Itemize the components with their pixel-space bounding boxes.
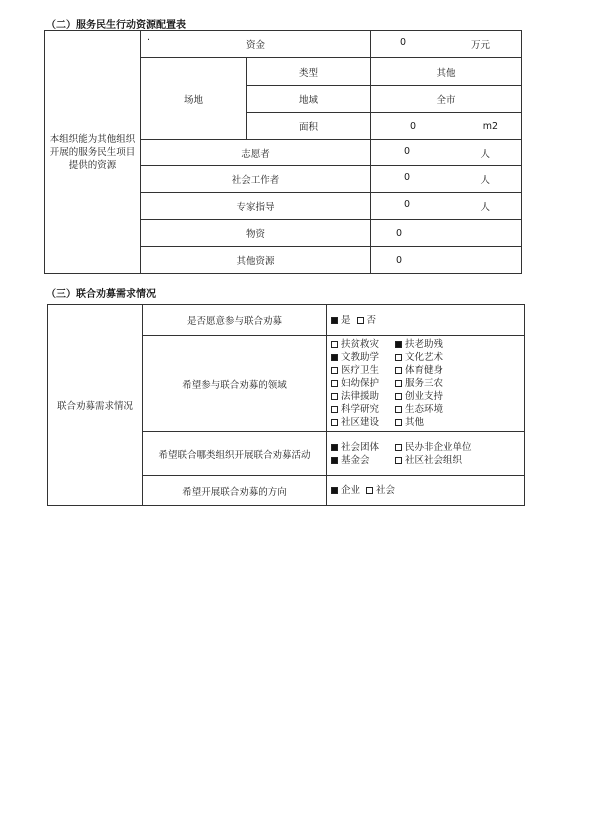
option-label: 体育健身 xyxy=(405,365,444,376)
venue-area-label: 面积 xyxy=(247,113,371,140)
checkbox-empty-icon[interactable] xyxy=(395,457,402,464)
option-item[interactable] xyxy=(395,441,505,454)
option-item[interactable] xyxy=(331,416,391,429)
option-label: 企业 xyxy=(341,485,361,496)
option-item[interactable] xyxy=(331,338,391,351)
option-label: 其他 xyxy=(405,417,425,428)
social-workers-cell xyxy=(371,166,522,193)
materials-value: 0 xyxy=(396,227,403,239)
section3-title: （三）联合劝募需求情况 xyxy=(46,289,156,300)
checkbox-empty-icon[interactable] xyxy=(395,380,402,387)
option-label: 社会 xyxy=(376,485,396,496)
other-resources-cell xyxy=(371,247,522,274)
option-item[interactable] xyxy=(331,351,391,364)
option-label: 社区建设 xyxy=(341,417,380,428)
venue-region-value: 全市 xyxy=(371,86,522,113)
partners-label: 希望联合哪类组织开展联合劝募活动 xyxy=(143,432,327,476)
venue-type-label: 类型 xyxy=(247,58,371,86)
social-workers-label: 社会工作者 xyxy=(141,166,371,193)
checkbox-checked-icon[interactable] xyxy=(395,341,402,348)
option-label: 法律援助 xyxy=(341,391,380,402)
checkbox-checked-icon[interactable] xyxy=(331,487,338,494)
option-item[interactable] xyxy=(395,403,455,416)
section2-title: （二）服务民生行动资源配置表 xyxy=(46,20,186,31)
option-label: 扶老助残 xyxy=(405,339,444,350)
volunteers-value: 0 xyxy=(404,145,411,157)
option-item[interactable] xyxy=(395,416,455,429)
volunteers-label: 志愿者 xyxy=(141,140,371,166)
option-label: 服务三农 xyxy=(405,378,444,389)
option-item[interactable] xyxy=(331,390,391,403)
option-item[interactable] xyxy=(395,351,455,364)
venue-type-value: 其他 xyxy=(371,58,522,86)
option-label: 医疗卫生 xyxy=(341,365,380,376)
option-item[interactable] xyxy=(331,314,351,327)
fundraising-table xyxy=(47,304,525,506)
checkbox-empty-icon[interactable] xyxy=(357,317,364,324)
experts-label: 专家指导 xyxy=(141,193,371,220)
social-workers-unit: 人 xyxy=(480,175,491,186)
option-label: 文化艺术 xyxy=(405,352,444,363)
checkbox-checked-icon[interactable] xyxy=(331,354,338,361)
checkbox-empty-icon[interactable] xyxy=(395,367,402,374)
resource-row-header: 本组织能为其他组织开展的服务民生项目提供的资源 xyxy=(45,31,141,274)
option-item[interactable] xyxy=(395,377,455,390)
checkbox-empty-icon[interactable] xyxy=(331,419,338,426)
option-item[interactable] xyxy=(366,484,395,497)
direction-label: 希望开展联合劝募的方向 xyxy=(143,476,327,506)
experts-value: 0 xyxy=(404,199,411,210)
experts-unit: 人 xyxy=(480,202,491,213)
option-item[interactable] xyxy=(331,441,391,454)
checkbox-empty-icon[interactable] xyxy=(395,393,402,400)
willing-options xyxy=(327,305,525,336)
option-label: 社会团体 xyxy=(341,441,380,453)
experts-cell xyxy=(371,193,522,220)
option-label: 民办非企业单位 xyxy=(405,441,472,453)
checkbox-checked-icon[interactable] xyxy=(331,457,338,464)
checkbox-empty-icon[interactable] xyxy=(331,393,338,400)
checkbox-empty-icon[interactable] xyxy=(366,487,373,494)
option-label: 社区社会组织 xyxy=(405,454,463,466)
checkbox-empty-icon[interactable] xyxy=(395,444,402,451)
materials-cell xyxy=(371,220,522,247)
funds-value: 0 xyxy=(400,37,407,48)
funds-unit: 万元 xyxy=(471,40,491,51)
other-resources-label: 其他资源 xyxy=(141,247,371,274)
option-item[interactable] xyxy=(395,364,455,377)
option-label: 生态环境 xyxy=(405,404,444,415)
other-resources-value: 0 xyxy=(396,254,403,266)
venue-region-label: 地域 xyxy=(247,86,371,113)
partners-options xyxy=(327,432,525,476)
option-item[interactable] xyxy=(395,338,455,351)
materials-label: 物资 xyxy=(141,220,371,247)
option-item[interactable] xyxy=(395,454,505,467)
volunteers-unit: 人 xyxy=(480,148,491,160)
funds-label: · 资金 xyxy=(141,31,371,58)
volunteers-cell xyxy=(371,140,522,166)
venue-area-cell xyxy=(371,113,522,140)
option-item[interactable] xyxy=(395,390,455,403)
checkbox-empty-icon[interactable] xyxy=(331,380,338,387)
checkbox-empty-icon[interactable] xyxy=(331,341,338,348)
option-label: 否 xyxy=(366,314,377,326)
option-label: 妇幼保护 xyxy=(341,378,380,389)
option-item[interactable] xyxy=(331,484,360,497)
direction-options xyxy=(327,476,525,506)
venue-area-value: 0 xyxy=(410,120,417,132)
checkbox-empty-icon[interactable] xyxy=(331,367,338,374)
checkbox-checked-icon[interactable] xyxy=(331,317,338,324)
option-label: 科学研究 xyxy=(341,404,380,415)
checkbox-empty-icon[interactable] xyxy=(395,354,402,361)
fundraising-row-header: 联合劝募需求情况 xyxy=(48,305,143,506)
venue-area-unit: m2 xyxy=(482,120,499,132)
option-label: 创业支持 xyxy=(405,391,444,402)
option-label: 基金会 xyxy=(341,454,370,466)
fields-options xyxy=(327,336,525,432)
option-label: 扶贫救灾 xyxy=(341,339,380,350)
checkbox-checked-icon[interactable] xyxy=(331,444,338,451)
option-item[interactable] xyxy=(331,364,391,377)
resource-table xyxy=(44,30,522,274)
option-item[interactable] xyxy=(331,403,391,416)
social-workers-value: 0 xyxy=(404,172,411,183)
checkbox-empty-icon[interactable] xyxy=(395,406,402,413)
option-label: 文教助学 xyxy=(341,352,380,363)
option-item[interactable] xyxy=(357,314,377,327)
funds-cell xyxy=(371,31,522,58)
option-item[interactable] xyxy=(331,454,391,467)
checkbox-empty-icon[interactable] xyxy=(331,406,338,413)
option-item[interactable] xyxy=(331,377,391,390)
checkbox-empty-icon[interactable] xyxy=(395,419,402,426)
willing-label: 是否愿意参与联合劝募 xyxy=(143,305,327,336)
fields-label: 希望参与联合劝募的领域 xyxy=(143,336,327,432)
dot-mark: · xyxy=(147,35,151,46)
option-label: 是 xyxy=(341,314,351,326)
venue-label: 场地 xyxy=(141,58,247,140)
